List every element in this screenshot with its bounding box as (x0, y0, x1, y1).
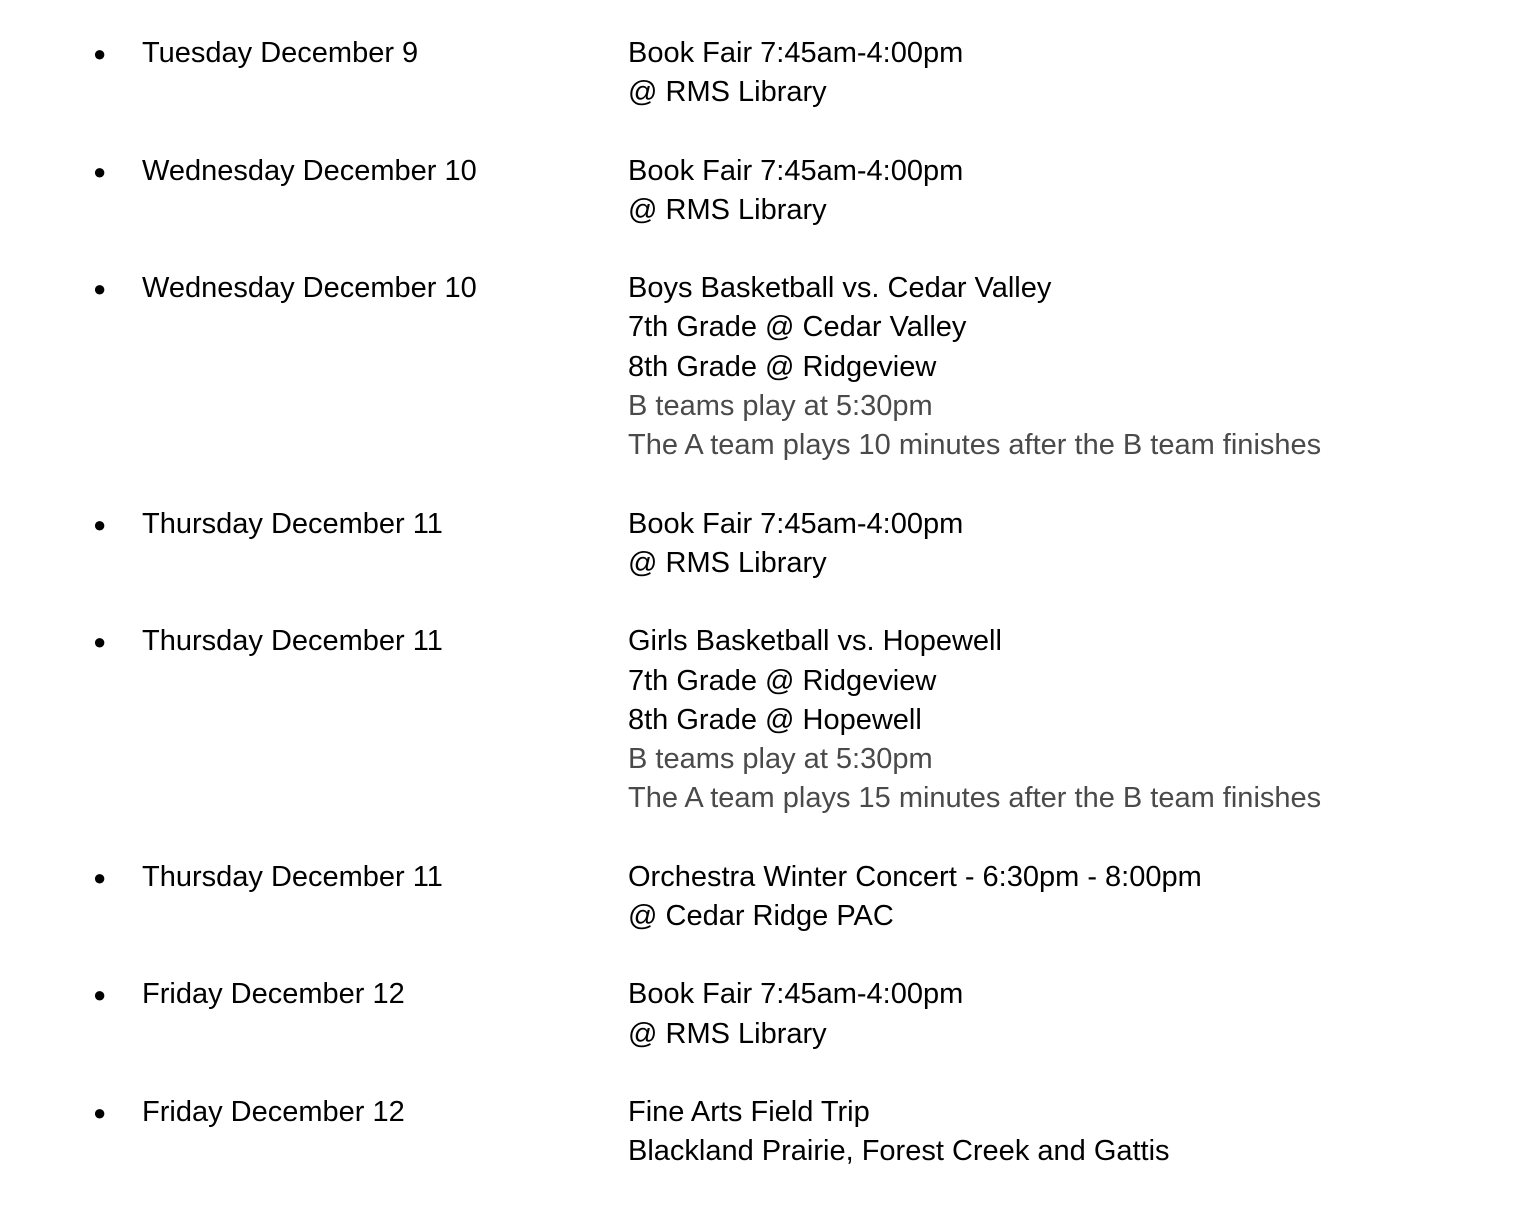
event-detail-line: 7th Grade @ Ridgeview (628, 664, 937, 697)
event-item (0, 975, 1529, 1054)
event-note: B teams play at 5:30pm (628, 743, 933, 776)
event-detail-line: Book Fair 7:45am-4:00pm (628, 978, 964, 1011)
event-detail-line: @ RMS Library (628, 546, 827, 579)
event-item (0, 152, 1529, 231)
event-note: The A team plays 10 minutes after the B team finishes (628, 429, 1322, 462)
event-date: Thursday December 11 (142, 860, 443, 893)
event-date: Wednesday December 10 (142, 272, 477, 305)
event-details (628, 505, 963, 584)
bullet-icon: ● (93, 1099, 107, 1125)
bullet-icon: ● (93, 158, 107, 184)
bullet-icon: ● (93, 629, 107, 655)
event-note: The A team plays 15 minutes after the B team finishes (628, 782, 1322, 815)
event-detail-line: 7th Grade @ Cedar Valley (628, 311, 967, 344)
event-date: Thursday December 11 (142, 507, 443, 540)
event-detail-line: @ RMS Library (628, 1017, 827, 1050)
bullet-icon: ● (93, 982, 107, 1008)
event-list (0, 34, 1529, 1211)
event-detail-line: Book Fair 7:45am-4:00pm (628, 507, 964, 540)
event-detail-line: Fine Arts Field Trip (628, 1095, 870, 1128)
event-date: Tuesday December 9 (142, 37, 419, 69)
event-date: Friday December 12 (142, 978, 405, 1011)
event-item (0, 622, 1529, 818)
event-detail-line: Book Fair 7:45am-4:00pm (628, 37, 964, 69)
event-item (0, 1093, 1529, 1172)
event-detail-line: @ RMS Library (628, 193, 827, 226)
bullet-icon: ● (93, 276, 107, 302)
event-details (628, 34, 963, 113)
event-detail-line: Girls Basketball vs. Hopewell (628, 625, 1002, 658)
bullet-icon: ● (93, 511, 107, 537)
event-detail-line: Book Fair 7:45am-4:00pm (628, 154, 964, 187)
event-details (628, 975, 963, 1054)
event-date: Wednesday December 10 (142, 154, 477, 187)
event-details (628, 152, 963, 231)
event-detail-line: Blackland Prairie, Forest Creek and Gattis (628, 1135, 1170, 1168)
event-detail-line: @ Cedar Ridge PAC (628, 900, 894, 933)
event-detail-line: @ RMS Library (628, 76, 827, 109)
event-item (0, 505, 1529, 584)
event-date: Friday December 12 (142, 1095, 405, 1128)
event-details (628, 1093, 1170, 1172)
event-item (0, 269, 1529, 465)
event-item (0, 34, 1529, 113)
event-detail-line: Boys Basketball vs. Cedar Valley (628, 272, 1052, 305)
event-detail-line: Orchestra Winter Concert - 6:30pm - 8:00pm (628, 860, 1202, 893)
event-note: B teams play at 5:30pm (628, 390, 933, 423)
bullet-icon: ● (93, 864, 107, 890)
bullet-icon: ● (93, 41, 107, 66)
event-date: Thursday December 11 (142, 625, 443, 658)
event-details (628, 269, 1321, 465)
event-details (628, 622, 1321, 818)
event-item (0, 858, 1529, 937)
event-detail-line: 8th Grade @ Hopewell (628, 703, 922, 736)
event-details (628, 858, 1202, 937)
event-detail-line: 8th Grade @ Ridgeview (628, 350, 937, 383)
